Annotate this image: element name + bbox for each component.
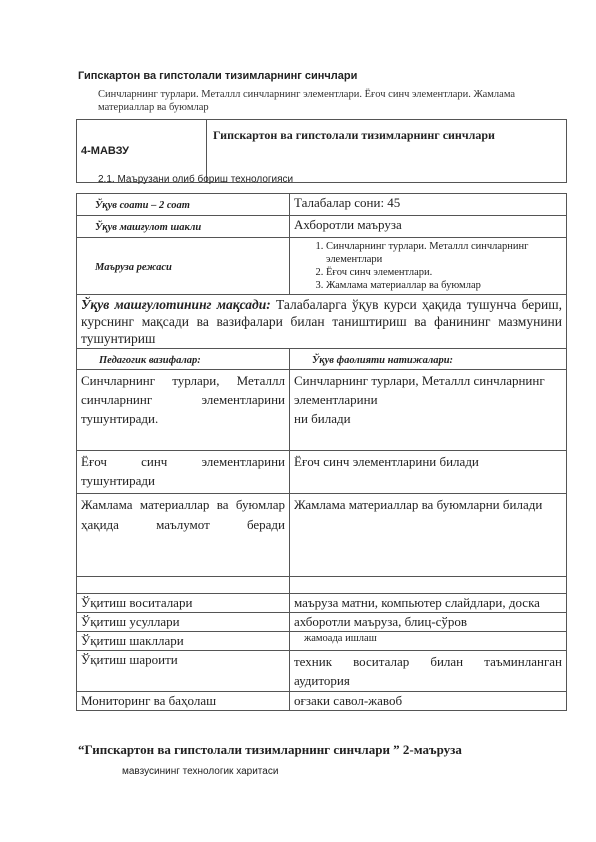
forms-label: Ўқитиш шакллари (77, 632, 290, 651)
methods-label: Ўқитиш усуллари (77, 613, 290, 632)
list-item: 3. Жамлама материаллар ва буюмлар (326, 279, 562, 292)
document-title: Гипскартон ва гипстолали тизимларнинг синчлари (78, 70, 358, 82)
technology-table (76, 193, 567, 711)
plan-label: Маъруза режаси (95, 262, 172, 273)
task-1: Синчларнинг турлари, Металлл синчларнинг элементларини (81, 373, 285, 407)
students-count: Талабалар сони: 45 (290, 194, 567, 216)
technology-label: 2.1. Маърузани олиб бориш технологияси (98, 174, 294, 185)
table-row (77, 613, 567, 632)
table-row (77, 594, 567, 613)
lecture-title: “Гипскартон ва гипстолали тизимларнинг синчлари ” 2-маъруза (78, 742, 462, 757)
table-row (77, 577, 567, 594)
list-item: 1. Синчларнинг турлари. Металлл синчларнинг элементлари (326, 240, 562, 266)
goal-label: Ўқув машғулотининг мақсади: (81, 297, 271, 312)
pedagogical-tasks-header: Педагогик вазифалар: (99, 355, 201, 366)
result-3: Жамлама материаллар ва буюмларни билади (290, 494, 567, 577)
learning-results-header: Ўқув фаолияти натижалари: (312, 355, 454, 366)
table-row (77, 238, 567, 295)
form-label: Ўқув машғулот шакли (95, 222, 202, 233)
task-3: Жамлама материаллар ва буюмлар ҳақида маълумот беради (81, 497, 285, 532)
plan-list (294, 240, 562, 292)
monitoring-value: оғзаки савол-жавоб (290, 692, 567, 711)
form-value: Ахборотли маъруза (290, 216, 567, 238)
time-label: Ўқув соати – 2 соат (95, 200, 190, 211)
conditions-value: техник воситалар билан таъминланган аудитория (290, 651, 567, 692)
conditions-label: Ўқитиш шароити (77, 651, 290, 692)
list-item: 2. Ёғоч синч элементлари. (326, 266, 562, 279)
result-1-end: ни билади (294, 411, 351, 426)
table-row (77, 451, 567, 494)
table-row (77, 651, 567, 692)
table-row (77, 349, 567, 370)
result-1: Синчларнинг турлари, Металлл синчларнинг элементларини (294, 373, 545, 407)
table-row (77, 370, 567, 451)
forms-value: жамоада ишлаш (290, 632, 567, 651)
document-subtitle: Синчларнинг турлари. Металлл синчларнинг элементлари. Ёғоч синч элементлари. Жамлама материаллар ва буюмлар (98, 89, 516, 113)
table-row (77, 692, 567, 711)
means-value: маъруза матни, компьютер слайдлари, доска (290, 594, 567, 613)
table-row (77, 216, 567, 238)
table-row (77, 295, 567, 349)
table-row (77, 194, 567, 216)
result-2: Ёғоч синч элементларини билади (290, 451, 567, 494)
monitoring-label: Мониторинг ва баҳолаш (77, 692, 290, 711)
goal-cell (77, 295, 567, 349)
means-label: Ўқитиш воситалари (77, 594, 290, 613)
task-2: Ёғоч синч элементларини тушунтиради (81, 454, 285, 488)
goal-text: Талабаларга ўқув курси ҳақида тушунча бериш, курснинг мақсади ва вазифалари билан таништириш ва фанининг мазмунини тушунтириш (81, 297, 562, 346)
lecture-subtitle: мавзусининг технологик харитаси (122, 766, 279, 777)
topic-title: Гипскартон ва гипстолали тизимларнинг синчлари (207, 120, 567, 183)
topic-number: 4-МАВЗУ (77, 120, 207, 183)
table-row (77, 494, 567, 577)
methods-value: ахборотли маъруза, блиц-сўров (290, 613, 567, 632)
task-1-end: тушунтиради. (81, 411, 159, 426)
table-row (77, 632, 567, 651)
